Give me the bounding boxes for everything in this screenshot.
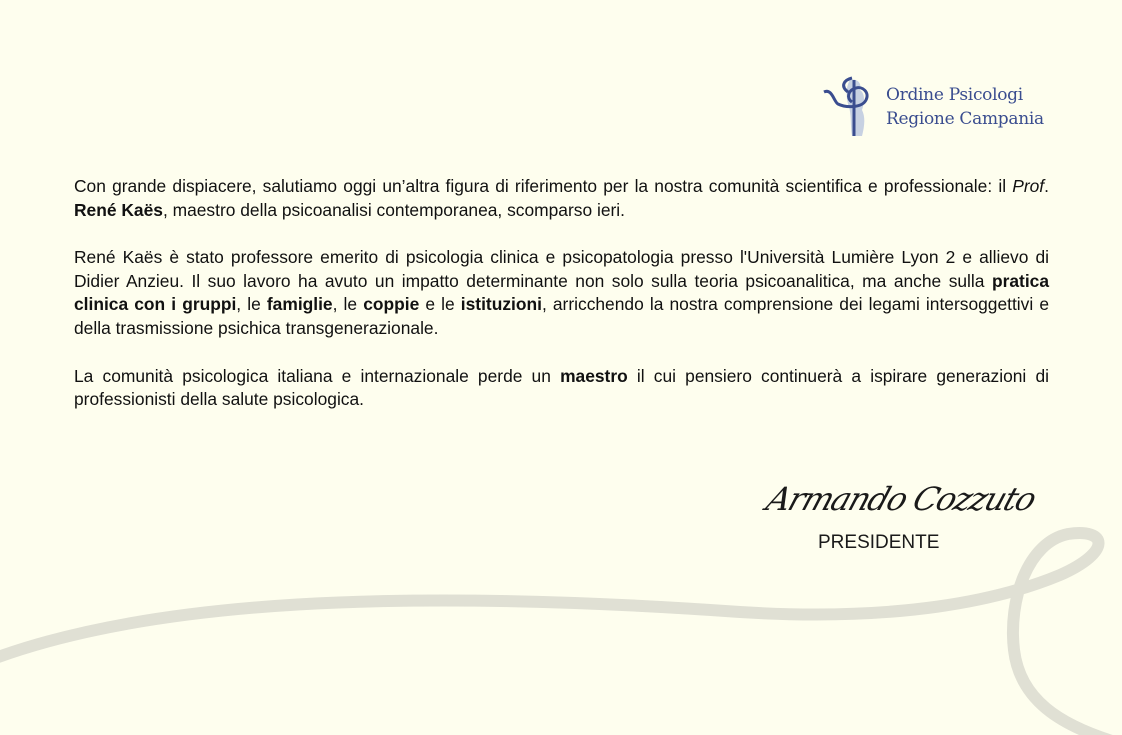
text-bold: istituzioni [460, 294, 542, 315]
text: Con grande dispiacere, salutiamo oggi un’altra figura di riferimento per la nostra comunità scientifica e professionale: il [74, 176, 1013, 196]
text-bold: pratica clinica con i gruppi [74, 270, 1049, 315]
signatory-role: PRESIDENTE [818, 532, 940, 553]
logo-line-1: Ordine Psicologi [886, 85, 1023, 105]
logo [822, 74, 1044, 140]
text: , le [332, 294, 364, 315]
text-bold: famiglie [266, 294, 333, 315]
text-bold: René Kaës [74, 199, 163, 220]
text: , le [236, 294, 267, 315]
text: René Kaës è stato professore emerito di psicologia clinica e psicopatologia presso l'Università Lumière Lyon 2 e allievo di Didier Anzieu. Il suo lavoro ha avuto un impatto determinante non solo sulla teoria psicoanalitica, ma anche sulla [74, 247, 1049, 291]
text: e le [419, 294, 461, 315]
text: , maestro della psicoanalisi contemporanea, scomparso ieri. [162, 199, 625, 220]
logo-line-2: Regione Campania [886, 109, 1044, 129]
text: il cui pensiero continuerà a ispirare generazioni di professionisti della salute psicologica. [74, 365, 1049, 410]
signature: Armando Cozzuto [761, 480, 1041, 518]
paragraph-1 [74, 175, 1049, 222]
text-bold: coppie [363, 294, 420, 315]
psi-caduceus-icon [822, 74, 884, 140]
text: , arricchendo la nostra comprensione dei legami intersoggettivi e della trasmissione psichica transgenerazionale. [74, 294, 1050, 338]
paragraph-2 [74, 246, 1049, 340]
text: . [1044, 176, 1049, 196]
text-italic: Prof [1012, 176, 1045, 196]
paragraph-3 [74, 365, 1049, 412]
text: La comunità psicologica italiana e internazionale perde un [74, 365, 561, 386]
text-bold: maestro [560, 365, 628, 386]
letter-body [74, 175, 1049, 436]
